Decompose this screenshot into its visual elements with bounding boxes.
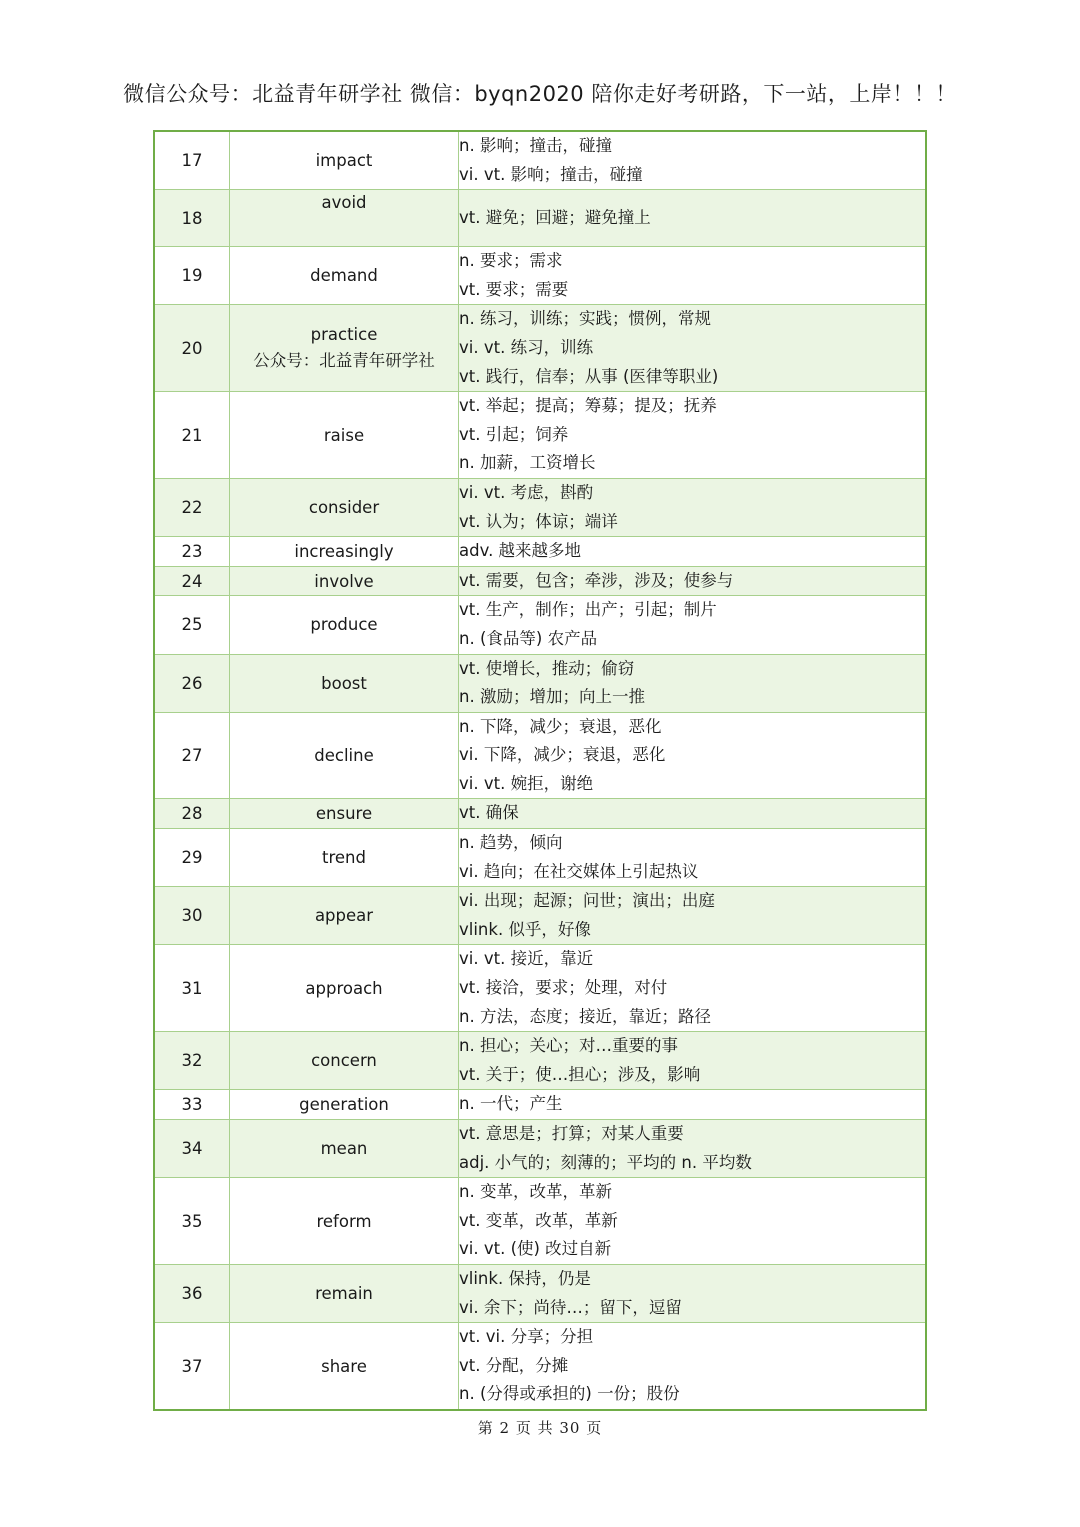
definition-line: adj. 小气的；刻薄的；平均的 n. 平均数 bbox=[459, 1152, 752, 1172]
row-number: 23 bbox=[154, 537, 230, 567]
word-cell: ensure bbox=[230, 799, 459, 829]
word-cell: involve bbox=[230, 566, 459, 596]
definition-line: vi. vt. 婉拒，谢绝 bbox=[459, 773, 594, 793]
table-row bbox=[154, 1178, 926, 1265]
definition-line: vt. 认为；体谅；端详 bbox=[459, 511, 618, 531]
definition-cell bbox=[459, 887, 927, 945]
word-cell: consider bbox=[230, 478, 459, 536]
row-number: 24 bbox=[154, 566, 230, 596]
definition-line: vt. 践行，信奉；从事 (医律等职业) bbox=[459, 366, 719, 386]
row-number: 20 bbox=[154, 305, 230, 392]
word-cell: share bbox=[230, 1323, 459, 1410]
table-row bbox=[154, 945, 926, 1032]
word-cell: increasingly bbox=[230, 537, 459, 567]
row-number: 18 bbox=[154, 190, 230, 247]
definition-line: vt. 接洽，要求；处理，对付 bbox=[459, 978, 668, 998]
table-row bbox=[154, 799, 926, 829]
definition-line: vi. vt. 练习，训练 bbox=[459, 337, 594, 357]
definition-line: vt. 要求；需要 bbox=[459, 279, 569, 299]
definition-cell bbox=[459, 305, 927, 392]
word-cell: avoid bbox=[230, 190, 459, 247]
row-number: 37 bbox=[154, 1323, 230, 1410]
definition-line: n. 练习，训练；实践；惯例，常规 bbox=[459, 309, 711, 329]
page-footer: 第 2 页 共 30 页 bbox=[477, 1419, 603, 1437]
table-row bbox=[154, 596, 926, 654]
table-row bbox=[154, 305, 926, 392]
definition-cell bbox=[459, 1323, 927, 1410]
definition-line: vt. 变革，改革，革新 bbox=[459, 1210, 618, 1230]
row-number: 33 bbox=[154, 1090, 230, 1120]
definition-cell bbox=[459, 537, 927, 567]
definition-cell bbox=[459, 131, 927, 190]
word-cell: impact bbox=[230, 131, 459, 190]
definition-line: n. 要求；需求 bbox=[459, 251, 563, 271]
word-cell: produce bbox=[230, 596, 459, 654]
definition-cell bbox=[459, 1178, 927, 1265]
watermark-text: 公众号：北益青年研学社 bbox=[253, 351, 435, 371]
definition-cell bbox=[459, 1032, 927, 1090]
word-cell: remain bbox=[230, 1264, 459, 1322]
definition-line: vt. 避免；回避；避免撞上 bbox=[459, 207, 651, 227]
table-row bbox=[154, 1032, 926, 1090]
row-number: 34 bbox=[154, 1120, 230, 1178]
definition-line: vt. 引起；饲养 bbox=[459, 424, 569, 444]
definition-cell bbox=[459, 478, 927, 536]
word-cell bbox=[230, 305, 459, 392]
table-row bbox=[154, 829, 926, 887]
row-number: 30 bbox=[154, 887, 230, 945]
table-row bbox=[154, 247, 926, 305]
table-row bbox=[154, 478, 926, 536]
word-cell: approach bbox=[230, 945, 459, 1032]
word-cell: raise bbox=[230, 392, 459, 479]
table-row bbox=[154, 654, 926, 712]
row-number: 26 bbox=[154, 654, 230, 712]
row-number: 21 bbox=[154, 392, 230, 479]
row-number: 17 bbox=[154, 131, 230, 190]
row-number: 31 bbox=[154, 945, 230, 1032]
definition-line: n. 方法，态度；接近，靠近；路径 bbox=[459, 1006, 711, 1026]
definition-cell bbox=[459, 654, 927, 712]
definition-line: vt. 需要，包含；牵涉，涉及；使参与 bbox=[459, 570, 734, 590]
definition-line: n. 一代；产生 bbox=[459, 1094, 563, 1114]
table-row bbox=[154, 190, 926, 247]
table-row bbox=[154, 566, 926, 596]
table-row bbox=[154, 887, 926, 945]
definition-cell bbox=[459, 829, 927, 887]
word-cell: mean bbox=[230, 1120, 459, 1178]
definition-line: vi. 余下；尚待…；留下，逗留 bbox=[459, 1297, 682, 1317]
definition-line: vi. vt. 接近，靠近 bbox=[459, 949, 594, 969]
definition-cell bbox=[459, 799, 927, 829]
definition-line: vt. 分配，分摊 bbox=[459, 1355, 569, 1375]
definition-line: n. 激励；增加；向上一推 bbox=[459, 687, 645, 707]
definition-line: vt. 关于；使…担心；涉及，影响 bbox=[459, 1064, 701, 1084]
definition-cell bbox=[459, 596, 927, 654]
word-cell: trend bbox=[230, 829, 459, 887]
table-row bbox=[154, 1120, 926, 1178]
definition-cell bbox=[459, 1090, 927, 1120]
table-row bbox=[154, 1323, 926, 1410]
definition-line: n. 变革，改革，革新 bbox=[459, 1182, 612, 1202]
definition-cell bbox=[459, 190, 927, 247]
table-row bbox=[154, 712, 926, 799]
definition-line: vt. 使增长，推动；偷窃 bbox=[459, 658, 635, 678]
row-number: 35 bbox=[154, 1178, 230, 1265]
definition-line: vt. 意思是；打算；对某人重要 bbox=[459, 1124, 684, 1143]
word-cell: reform bbox=[230, 1178, 459, 1265]
definition-cell bbox=[459, 945, 927, 1032]
definition-line: vlink. 似乎，好像 bbox=[459, 919, 591, 939]
word-cell: decline bbox=[230, 712, 459, 799]
definition-line: vt. 确保 bbox=[459, 803, 519, 823]
word-cell: concern bbox=[230, 1032, 459, 1090]
definition-line: n. 下降，减少；衰退，恶化 bbox=[459, 716, 662, 736]
definition-line: vi. vt. 考虑，斟酌 bbox=[459, 482, 594, 502]
definition-cell bbox=[459, 712, 927, 799]
row-number: 22 bbox=[154, 478, 230, 536]
definition-cell bbox=[459, 1120, 927, 1178]
row-number: 36 bbox=[154, 1264, 230, 1322]
definition-line: vt. vi. 分享；分担 bbox=[459, 1327, 594, 1347]
page-header: 微信公众号：北益青年研学社 微信：byqn2020 陪你走好考研路，下一站，上岸！！！ bbox=[123, 82, 957, 106]
row-number: 19 bbox=[154, 247, 230, 305]
definition-line: vlink. 保持，仍是 bbox=[459, 1268, 591, 1288]
definition-line: vt. 举起；提高；筹募；提及；抚养 bbox=[459, 396, 717, 416]
definition-line: adv. 越来越多地 bbox=[459, 541, 582, 561]
word-cell: demand bbox=[230, 247, 459, 305]
definition-line: n. (分得或承担的) 一份；股份 bbox=[459, 1384, 680, 1404]
definition-cell bbox=[459, 392, 927, 479]
word-cell: boost bbox=[230, 654, 459, 712]
word-cell: generation bbox=[230, 1090, 459, 1120]
table-row bbox=[154, 1090, 926, 1120]
definition-cell bbox=[459, 566, 927, 596]
definition-line: n. 加薪，工资增长 bbox=[459, 453, 596, 473]
row-number: 27 bbox=[154, 712, 230, 799]
row-number: 29 bbox=[154, 829, 230, 887]
row-number: 25 bbox=[154, 596, 230, 654]
definition-line: vt. 生产，制作；出产；引起；制片 bbox=[459, 600, 717, 620]
row-number: 28 bbox=[154, 799, 230, 829]
table-row bbox=[154, 131, 926, 190]
definition-line: vi. vt. 影响；撞击，碰撞 bbox=[459, 164, 643, 184]
row-number: 32 bbox=[154, 1032, 230, 1090]
definition-line: vi. 趋向；在社交媒体上引起热议 bbox=[459, 861, 699, 881]
definition-line: n. 影响；撞击，碰撞 bbox=[459, 136, 612, 155]
definition-line: n. 趋势，倾向 bbox=[459, 833, 563, 853]
vocabulary-table bbox=[153, 130, 927, 1411]
word-cell: appear bbox=[230, 887, 459, 945]
definition-cell bbox=[459, 247, 927, 305]
definition-line: vi. vt. (使) 改过自新 bbox=[459, 1239, 612, 1259]
definition-line: n. (食品等) 农产品 bbox=[459, 628, 598, 648]
definition-line: n. 担心；关心；对…重要的事 bbox=[459, 1036, 678, 1056]
definition-line: vi. 下降，减少；衰退，恶化 bbox=[459, 745, 666, 765]
table-row bbox=[154, 392, 926, 479]
word-text: practice bbox=[310, 325, 378, 345]
definition-cell bbox=[459, 1264, 927, 1322]
table-row bbox=[154, 1264, 926, 1322]
definition-line: vi. 出现；起源；问世；演出；出庭 bbox=[459, 891, 715, 911]
table-row bbox=[154, 537, 926, 567]
